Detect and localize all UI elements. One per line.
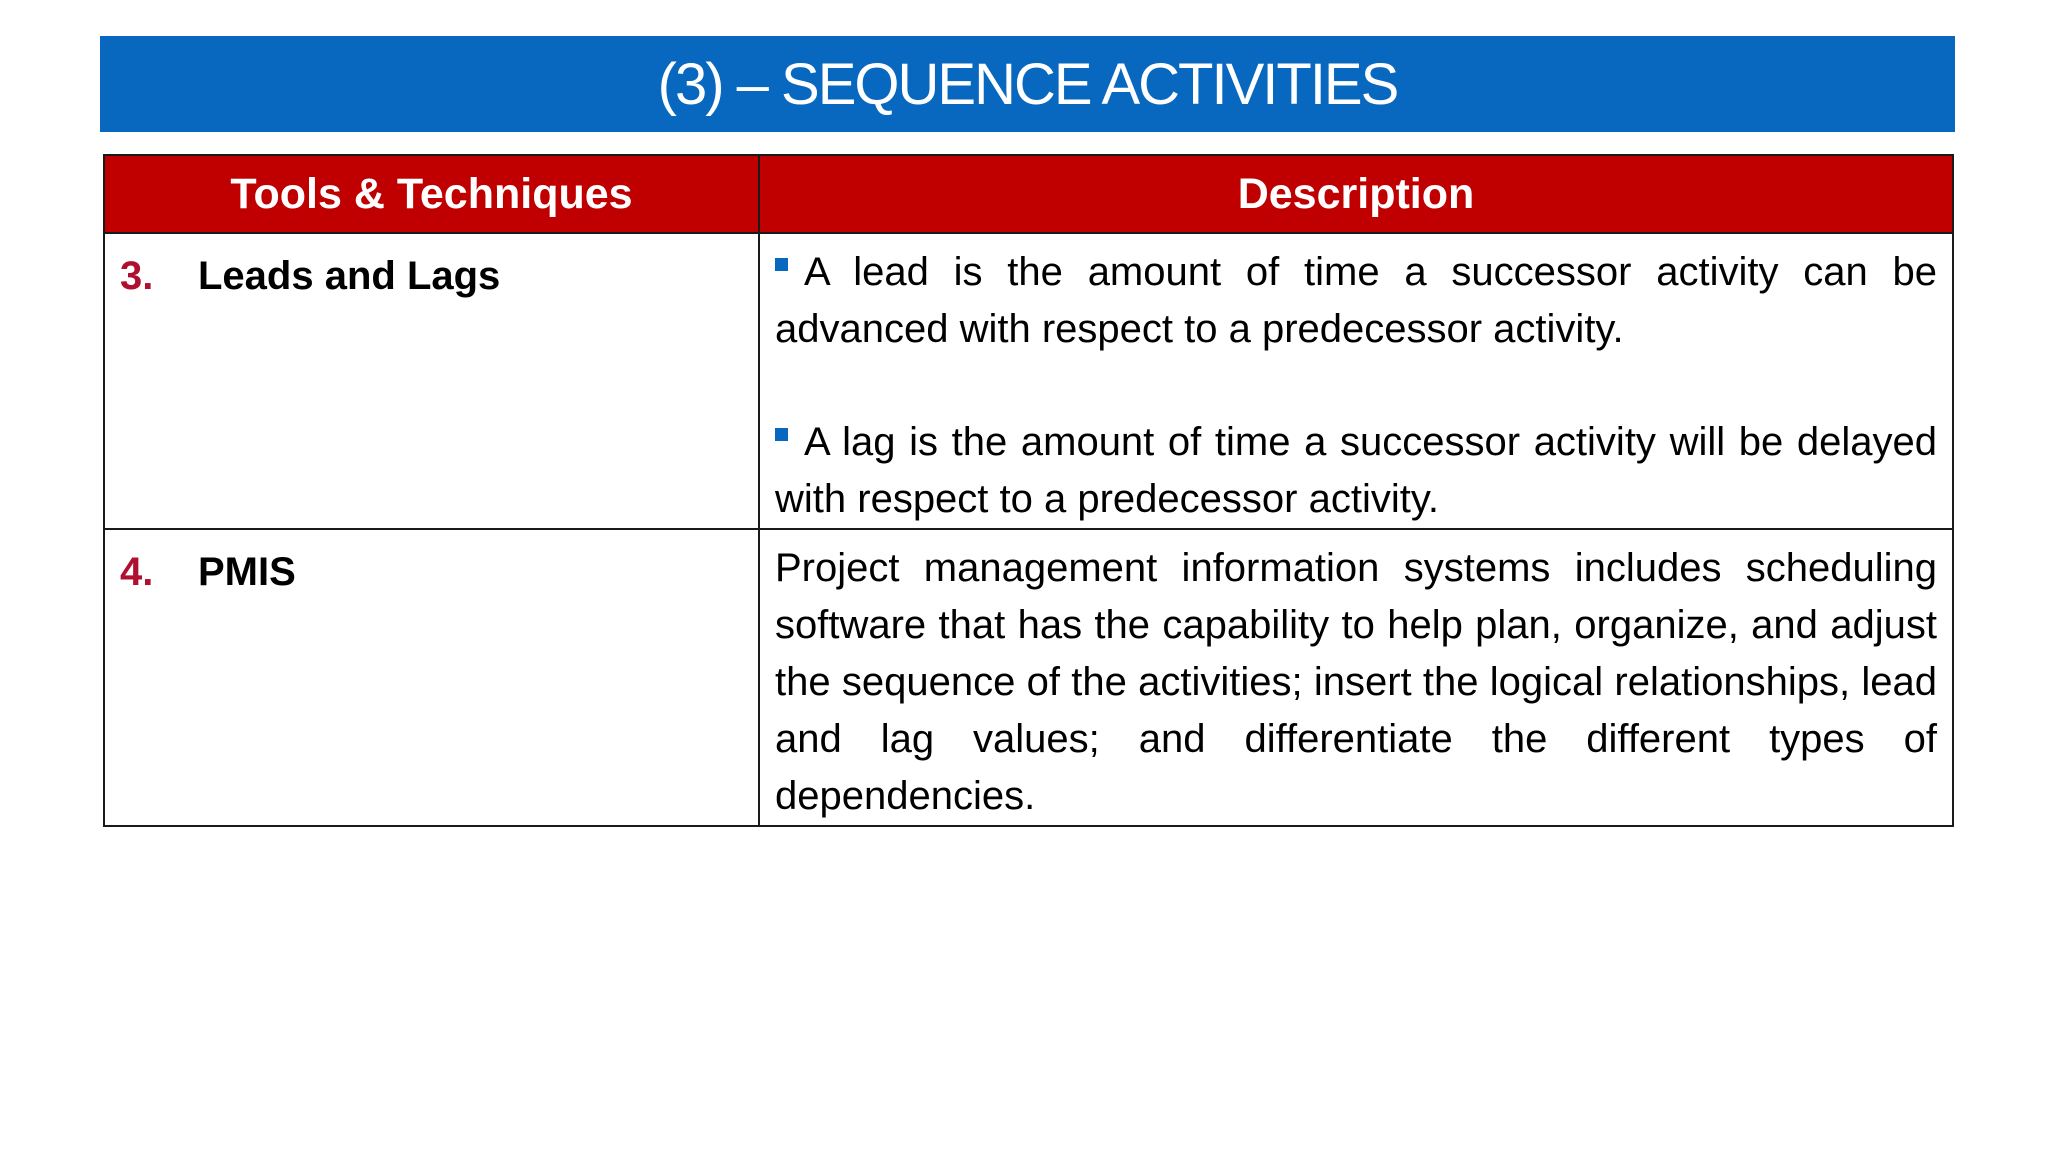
bullet-text: A lag is the amount of time a successor activity will be delayed with respect to a predecessor activity. xyxy=(775,420,1937,521)
description-bullet xyxy=(775,244,1937,358)
slide-title: (3) – SEQUENCE ACTIVITIES xyxy=(657,51,1398,117)
title-bar xyxy=(100,36,1955,132)
tool-number: 4. xyxy=(120,550,154,594)
description-cell xyxy=(759,233,1953,529)
table-row xyxy=(104,233,1953,529)
square-bullet-icon xyxy=(775,258,788,271)
tools-table xyxy=(103,154,1954,827)
description-text: Project management information systems includes scheduling software that has the capability to help plan, organize, and adjust the sequence of the activities; insert the logical relationships, lead and lag values; and differentiate the different types of dependencies. xyxy=(775,546,1937,818)
square-bullet-icon xyxy=(775,428,788,441)
header-tools-techniques: Tools & Techniques xyxy=(104,155,759,233)
tool-name: PMIS xyxy=(198,550,296,594)
tool-name: Leads and Lags xyxy=(198,254,501,298)
description-bullet xyxy=(775,414,1937,528)
tool-cell xyxy=(104,233,759,529)
tool-cell xyxy=(104,529,759,826)
header-description: Description xyxy=(759,155,1953,233)
tool-number: 3. xyxy=(120,254,154,298)
table-header-row xyxy=(104,155,1953,233)
table-row xyxy=(104,529,1953,826)
bullet-text: A lead is the amount of time a successor activity can be advanced with respect to a predecessor activity. xyxy=(775,250,1937,351)
description-cell xyxy=(759,529,1953,826)
